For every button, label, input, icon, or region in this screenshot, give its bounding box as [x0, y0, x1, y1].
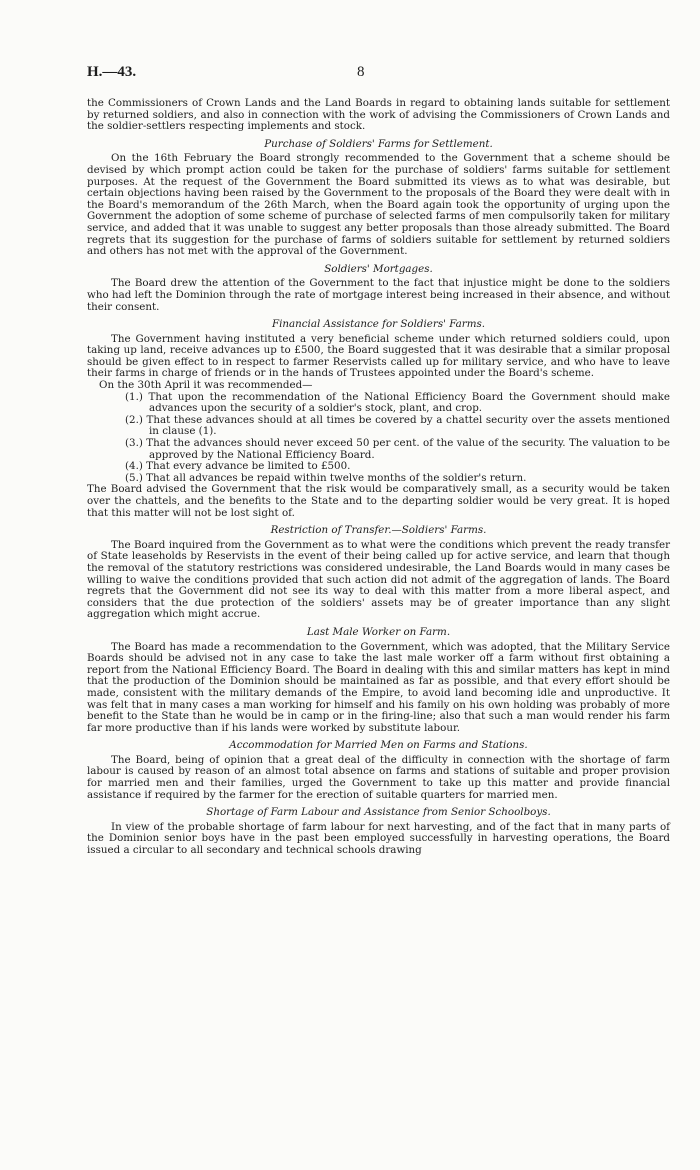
- section-heading: Purchase of Soldiers' Farms for Settlement.: [264, 137, 493, 150]
- document-reference: H.—43.: [87, 64, 137, 80]
- page-header: [87, 64, 670, 86]
- section-paragraph: The Board has made a recommendation to the Government, which was adopted, that the Military Service Boards should be advised not in any case to take the last male worker off a farm without first obtaining a report from the National Efficiency Board. The Board in dealing with this and similar matters has kept in mind that the production of the Dominion should be maintained as far as possible, and that every effort should be made, consistent with the military demands of the Empire, to avoid land becoming idle and unproductive. It was felt that in many cases a man working for himself and his family on his own holding was probably of more benefit to the State than he would be in camp or in the firing-line; also that such a man would render his farm far more productive than if his lands were worked by substitute labour.: [87, 640, 670, 734]
- section-soldiers-mortgages: [87, 264, 670, 313]
- section-paragraph: On the 16th February the Board strongly recommended to the Government that a scheme should be devised by which prompt action could be taken for the purchase of soldiers' farms suitable for settlement purposes. At the request of the Government the Board submitted its views as to what was desirable, but certain objections having been raised by the Government to the proposals of the Board they were dealt with in the Board's memorandum of the 26th March, when the Board again took the opportunity of urging upon the Government the adoption of some scheme of purchase of selected farms of men compulsorily taken for military service, and added that it was unable to suggest any better proposals than those already submitted. The Board regrets that its suggestion for the purchase of farms of soldiers suitable for settlement by returned soldiers and others has not met with the approval of the Government.: [87, 152, 670, 258]
- recommendation-item: (3.) That the advances should never exceed 50 per cent. of the value of the security. The valuation to be approved by the National Efficiency Board.: [125, 437, 670, 461]
- section-heading: Financial Assistance for Soldiers' Farms.: [271, 318, 486, 331]
- section-paragraph: The Government having instituted a very beneficial scheme under which returned soldiers could, upon taking up land, receive advances up to £500, the Board suggested that it was desirable that a similar proposal should be given effect to in respect to farmer Reservists called up for military service, and who have to leave their farms in charge of friends or in the hands of Trustees appointed under the Board's scheme.: [87, 332, 670, 380]
- section-financial-assistance: [87, 319, 670, 519]
- section-paragraph: The Board drew the attention of the Government to the fact that injustice might be done to the soldiers who had left the Dominion through the rate of mortgage interest being increased in their absence, and without their consent.: [87, 277, 670, 313]
- section-paragraph: The Board, being of opinion that a great deal of the difficulty in connection with the shortage of farm labour is caused by reason of an almost total absence on farms and stations of suitable and proper provision for married men and their families, urged the Government to take up this matter and provide financial assistance if required by the farmer for the erection of suitable quarters for married men.: [87, 753, 670, 801]
- section-accommodation-married-men: [87, 740, 670, 801]
- section-restriction-of-transfer: [87, 525, 670, 621]
- document-body: [87, 98, 670, 857]
- section-paragraph: The Board inquired from the Government as to what were the conditions which prevent the ready transfer of State leaseholds by Reservists in the event of their being called up for active service, and learn that though the removal of the statutory restrictions was considered undesirable, the Land Boards would in many cases be willing to waive the conditions provided that such action did not admit of the aggregation of lands. The Board regrets that the Government did not see its way to deal with this matter from a more liberal aspect, and considers that the due protection of the soldiers' assets may be of greater importance than any slight aggregation which might accrue.: [87, 538, 670, 621]
- section-heading: Restriction of Transfer.—Soldiers' Farms.: [270, 524, 487, 537]
- section-paragraph: In view of the probable shortage of farm labour for next harvesting, and of the fact that in many parts of the Dominion senior boys have in the past been employed successfully in harvesting operations, the Board issued a circular to all secondary and technical schools drawing: [87, 820, 670, 857]
- section-heading: Last Male Worker on Farm.: [306, 625, 451, 638]
- section-heading: Accommodation for Married Men on Farms and Stations.: [229, 739, 528, 752]
- section-last-male-worker: [87, 627, 670, 734]
- section-closing-paragraph: The Board advised the Government that the risk would be comparatively small, as a security would be taken over the chattels, and the benefits to the State and to the departing soldier would be very great. It is hoped that this matter will not be lost sight of.: [87, 483, 670, 519]
- section-heading: Soldiers' Mortgages.: [324, 262, 433, 275]
- section-heading: Shortage of Farm Labour and Assistance from Senior Schoolboys.: [206, 806, 551, 819]
- page-number: 8: [357, 64, 365, 80]
- section-shortage-of-farm-labour: [87, 807, 670, 856]
- recommendation-lead-in: On the 30th April it was recommended—: [99, 379, 313, 392]
- recommendation-list: [87, 392, 670, 485]
- intro-paragraph: the Commissioners of Crown Lands and the Land Boards in regard to obtaining lands suitable for settlement by returned soldiers, and also in connection with the work of advising the Commissioners of Crown Lands and the soldier-settlers respecting implements and stock.: [87, 97, 670, 133]
- recommendation-item: (5.) That all advances be repaid within twelve months of the soldier's return.: [125, 471, 527, 484]
- section-purchase-of-farms: [87, 139, 670, 258]
- recommendation-item: (2.) That these advances should at all times be covered by a chattel security over the assets mentioned in clause (1).: [125, 413, 670, 438]
- recommendation-item: (4.) That every advance be limited to £500.: [125, 460, 351, 473]
- recommendation-item: (1.) That upon the recommendation of the National Efficiency Board the Government should make advances upon the security of a soldier's stock, plant, and crop.: [125, 390, 670, 415]
